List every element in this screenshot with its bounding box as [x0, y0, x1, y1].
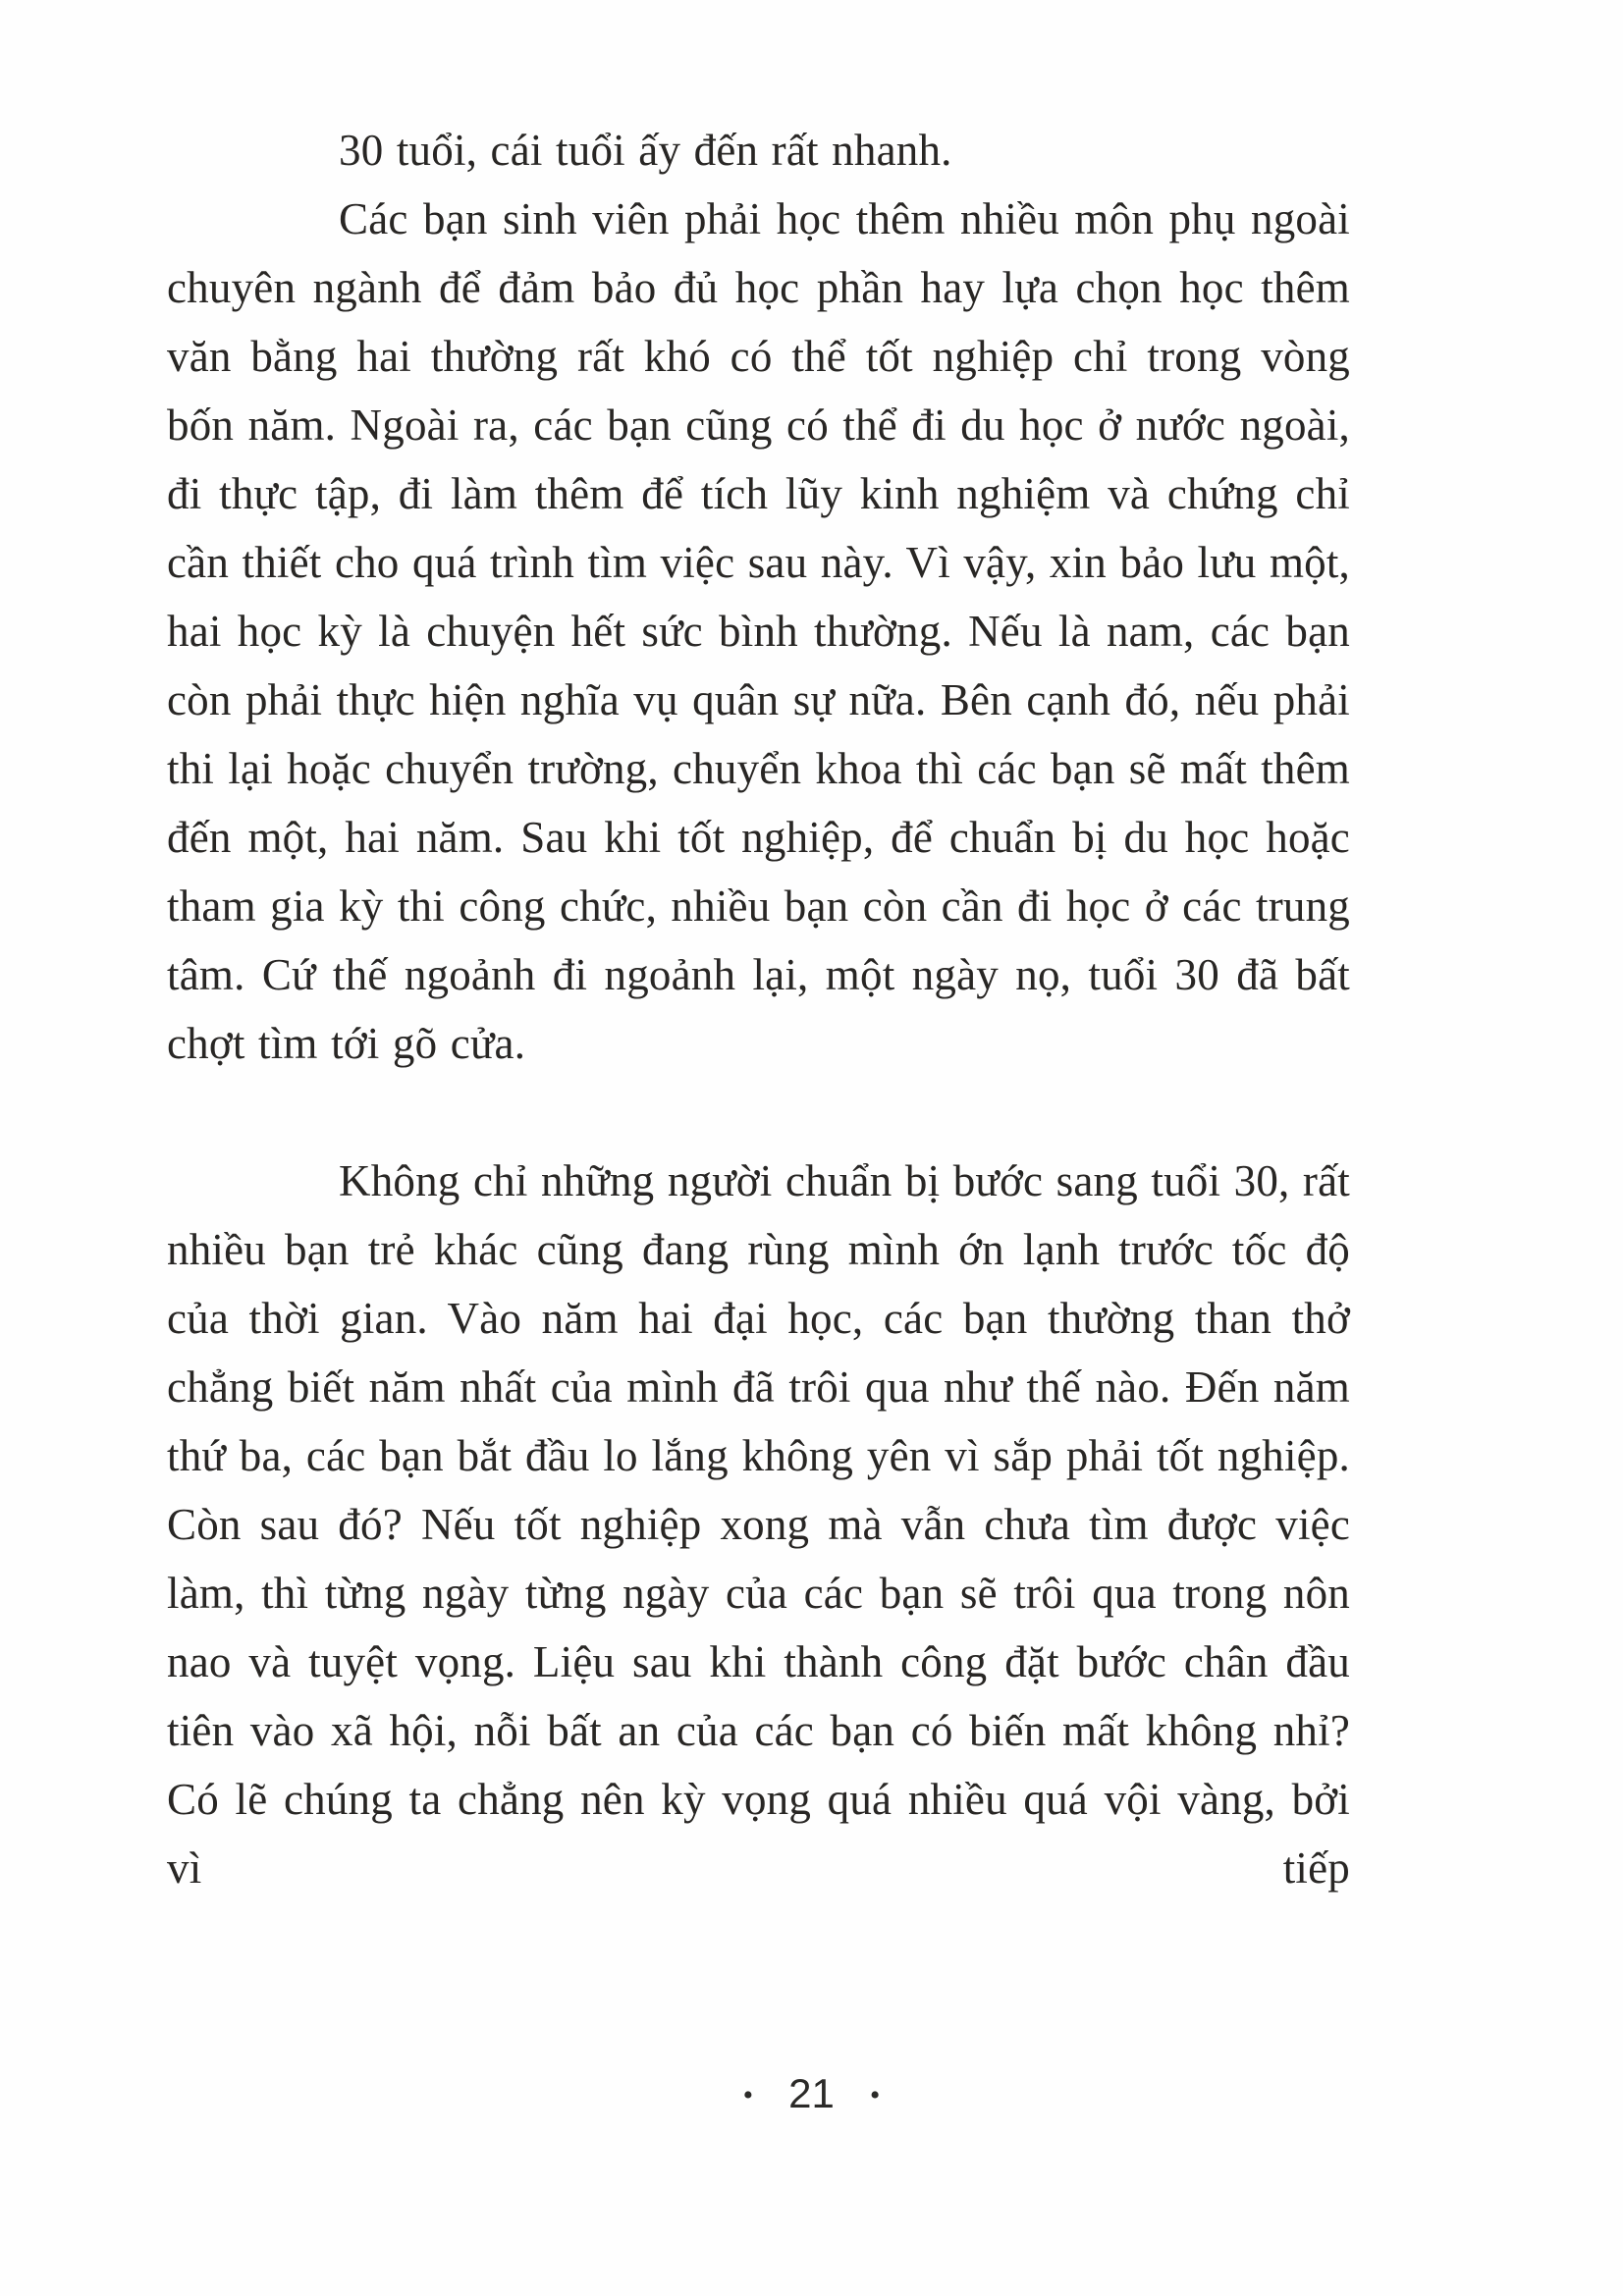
- paragraph-intro: 30 tuổi, cái tuổi ấy đến rất nhanh.: [339, 126, 952, 175]
- paragraph-body-2: Không chỉ những người chuẩn bị bước sang tuổi 30, rất nhiều bạn trẻ khác cũng đang rùng mình ớn lạnh trước tốc độ của thời gian. Vào năm hai đại học, các bạn thường than thở chẳng biết năm nhất của mình đã trôi qua như thế nào. Đến năm thứ ba, các bạn bắt đầu lo lắng không yên vì sắp phải tốt nghiệp. Còn sau đó? Nếu tốt nghiệp xong mà vẫn chưa tìm được việc làm, thì từng ngày từng ngày của các bạn sẽ trôi qua trong nôn nao và tuyệt vọng. Liệu sau khi thành công đặt bước chân đầu tiên vào xã hội, nỗi bất an của các bạn có biến mất không nhỉ? Có lẽ chúng ta chẳng nên kỳ vọng quá nhiều quá vội vàng, bởi vì tiếp: [167, 1156, 1350, 1893]
- footer-bullet-right: •: [869, 2079, 881, 2111]
- paragraph-body-1: Các bạn sinh viên phải học thêm nhiều môn phụ ngoài chuyên ngành để đảm bảo đủ học phần hay lựa chọn học thêm văn bằng hai thường rất khó có thể tốt nghiệp chỉ trong vòng bốn năm. Ngoài ra, các bạn cũng có thể đi du học ở nước ngoài, đi thực tập, đi làm thêm để tích lũy kinh nghiệm và chứng chỉ cần thiết cho quá trình tìm việc sau này. Vì vậy, xin bảo lưu một, hai học kỳ là chuyện hết sức bình thường. Nếu là nam, các bạn còn phải thực hiện nghĩa vụ quân sự nữa. Bên cạnh đó, nếu phải thi lại hoặc chuyển trường, chuyển khoa thì các bạn sẽ mất thêm đến một, hai năm. Sau khi tốt nghiệp, để chuẩn bị du học hoặc tham gia kỳ thi công chức, nhiều bạn còn cần đi học ở các trung tâm. Cứ thế ngoảnh đi ngoảnh lại, một ngày nọ, tuổi 30 đã bất chợt tìm tới gõ cửa.: [167, 194, 1350, 1068]
- page-footer: [0, 2059, 1623, 2128]
- page-number: 21: [788, 2070, 835, 2116]
- footer-bullet-left: •: [742, 2079, 754, 2111]
- page-text-block: [167, 116, 1350, 1902]
